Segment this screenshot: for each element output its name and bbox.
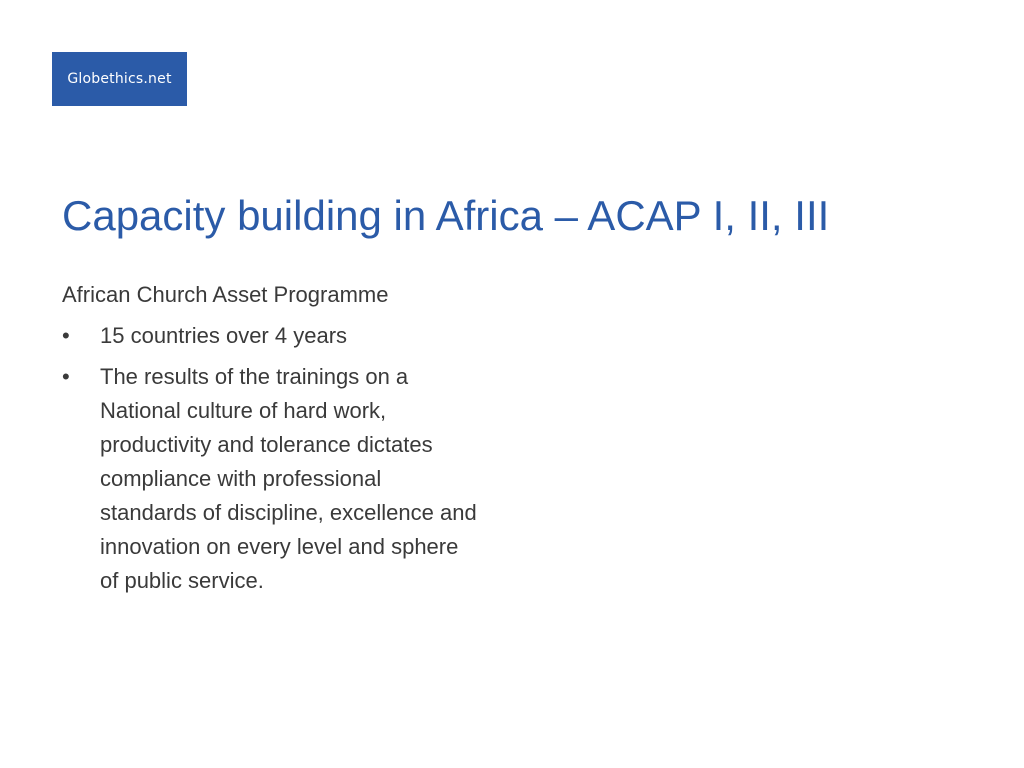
bullet-item — [62, 360, 482, 598]
globethics-logo: Globethics.net — [52, 52, 187, 106]
bullet-text: 15 countries over 4 years — [100, 323, 348, 348]
slide-title: Capacity building in Africa – ACAP I, II, III — [62, 192, 830, 239]
bullet-marker: • — [62, 323, 70, 348]
bullet-item — [62, 319, 482, 353]
bullet-text: The results of the trainings on a National culture of hard work, productivity and tolerance dictates compliance with professional standards of discipline, excellence and innovation on every level and sphere of public service. — [100, 364, 477, 593]
bullet-marker: • — [62, 364, 70, 389]
bullet-list — [62, 319, 482, 598]
slide-body — [62, 278, 482, 605]
slide-subtitle: African Church Asset Programme — [62, 282, 389, 307]
